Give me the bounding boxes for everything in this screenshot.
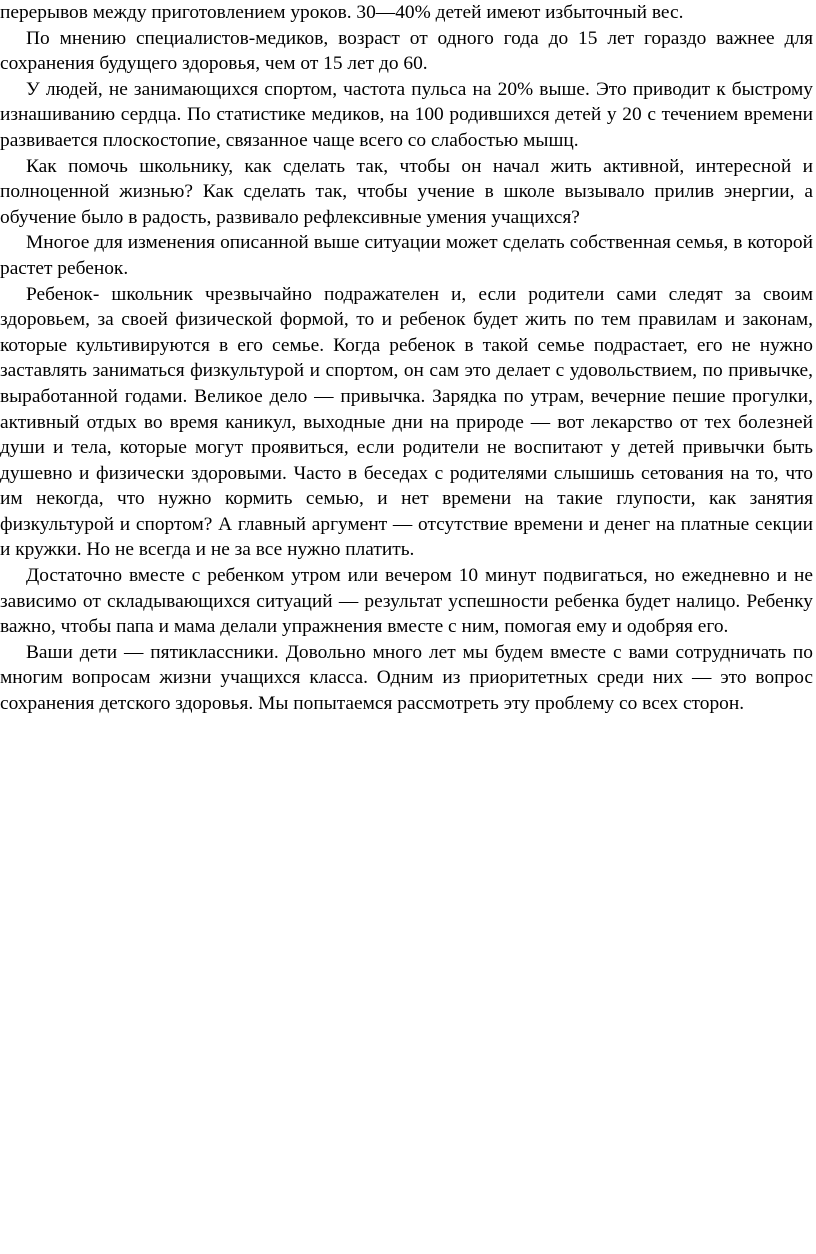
paragraph-daily-exercise: Достаточно вместе с ребенком утром или вечером 10 минут подвигаться, но ежедневно и не зависимо от складывающихся ситуаций — результат успешности ребенка будет налицо. Ребенку важно, чтобы папа и мама делали упражнения вместе с ним, помогая ему и одобряя его. [0, 565, 813, 638]
paragraph-family-role: Многое для изменения описанной выше ситуации может сделать собственная семья, в которой растет ребенок. [0, 232, 813, 279]
paragraph-how-to-help: Как помочь школьнику, как сделать так, чтобы он начал жить активной, интересной и полноценной жизнью? Как сделать так, чтобы учение в школе вызывало прилив энергии, а обучение было в радость, развивало рефлексивные умения учащихся? [0, 155, 813, 228]
paragraph-pulse-statistics: У людей, не занимающихся спортом, частота пульса на 20% выше. Это приводит к быстрому изнашиванию сердца. По статистике медиков, на 100 родившихся детей у 20 с течением времени развивается плоскостопие, связанное чаще всего со слабостью мышц. [0, 78, 813, 151]
paragraph-fifth-graders: Ваши дети — пятиклассники. Довольно много лет мы будем вместе с вами сотрудничать по многим вопросам жизни учащихся класса. Одним из приоритетных среди них — это вопрос сохранения детского здоровья. Мы попытаемся рассмотреть эту проблему со всех сторон. [0, 641, 813, 715]
paragraph-child-imitation: Ребенок- школьник чрезвычайно подражателен и, если родители сами следят за своим здоровьем, за своей физической формой, то и ребенок будет жить по тем правилам и законам, которые культивируются в его семье. Когда ребенок в такой семье подрастает, его не нужно заставлять заниматься физкультурой и спортом, он сам это делает с удовольствием, по привычке, выработанной годами. Великое дело — привычка. Зарядка по утрам, вечерние пешие прогулки, активный отдых во время каникул, выходные дни на природе — вот лекарство от тех болезней души и тела, которые могут проявиться, если родители не воспитают у детей привычки быть душевно и физически здоровыми. Часто в беседах с родителями слышишь сетования на то, что им некогда, что нужно кормить семью, и нет времени на такие глупости, как занятия физкультурой и спортом? А главный аргумент — отсутствие времени и денег на платные секции и кружки. Но не всегда и не за все нужно платить. [0, 283, 813, 561]
paragraph-age-importance: По мнению специалистов-медиков, возраст от одного года до 15 лет гораздо важнее для сохранения будущего здоровья, чем от 15 лет до 60. [0, 27, 813, 75]
paragraph-continuation: перерывов между приготовлением уроков. 30—40% детей имеют избыточный вес. [0, 2, 684, 23]
